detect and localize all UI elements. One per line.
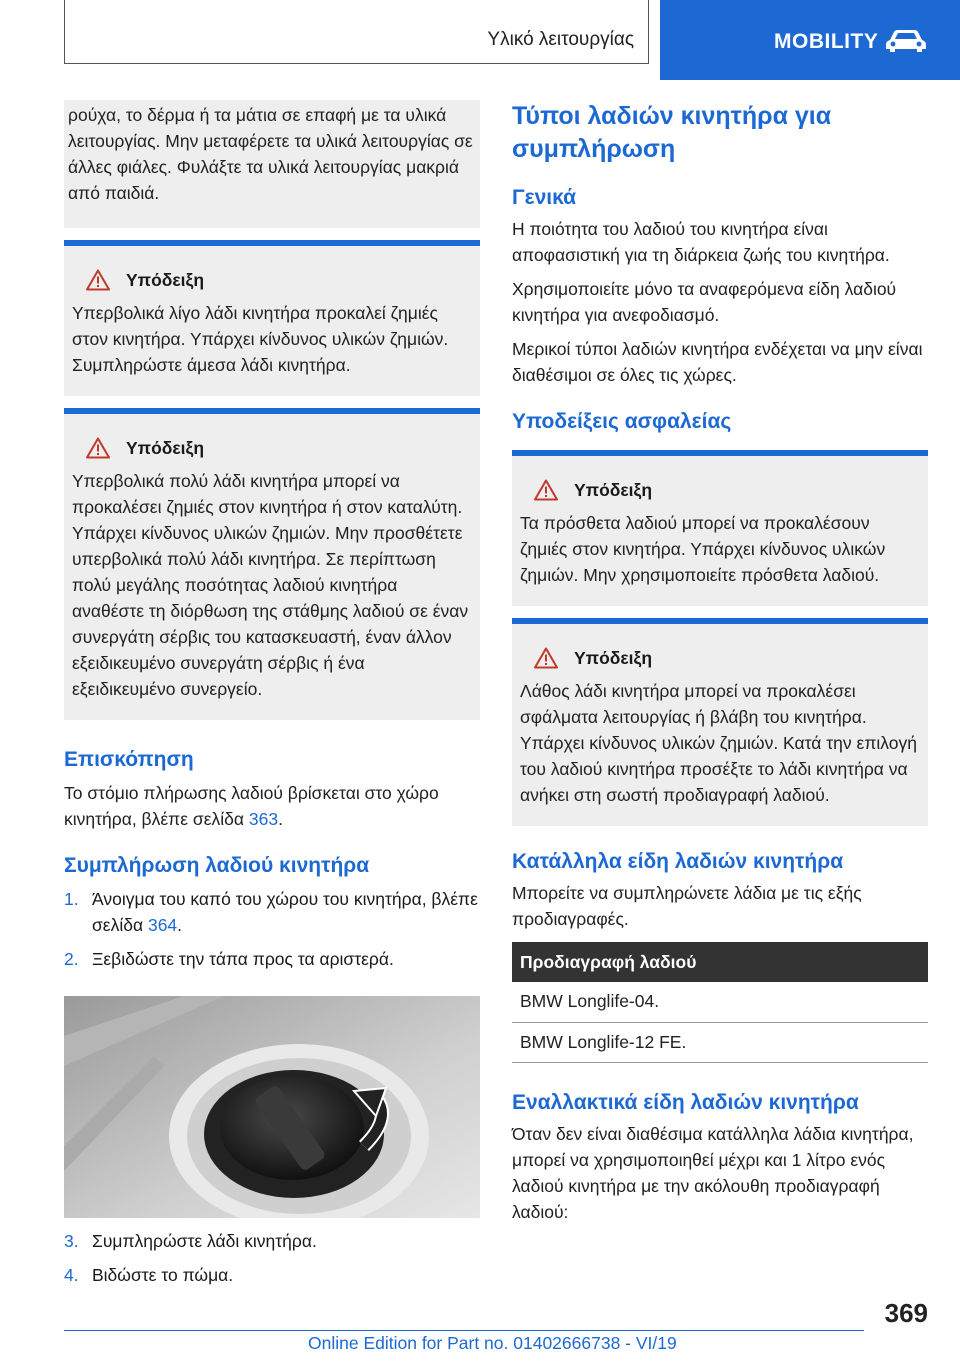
- step-number: 4.: [64, 1265, 79, 1285]
- warning-text: Λάθος λάδι κινητήρα μπορεί να προκαλέσει σφάλματα λειτουργίας ή βλάβη του κινητήρα. Υπάρχει κίνδυνος υλικών ζημιών. Κατά την επιλογή του λαδιού κινητήρα προσέξτε το λάδι κινητήρα να ανήκει στη σωστή προδιαγραφή λαδιού.: [520, 681, 917, 805]
- warning-box-low-oil: [64, 240, 480, 396]
- paragraph: Η ποιότητα του λαδιού του κινητήρα είναι αποφασιστική για τη διάρκεια ζωής του κινητήρα.: [512, 219, 890, 265]
- warning-title: Υπόδειξη: [126, 437, 205, 458]
- general-heading: Γενικά: [512, 186, 577, 209]
- warning-title: Υπόδειξη: [126, 269, 205, 290]
- table-cell: BMW Longlife-12 FE.: [512, 1022, 928, 1062]
- footer-divider: [64, 1330, 864, 1331]
- list-item: 1. Άνοιγμα του καπό του χώρου του κινητήρα, βλέπε σελίδα 364.: [64, 886, 480, 938]
- warning-triangle-icon: [534, 647, 558, 669]
- main-heading: Τύποι λαδιών κινητήρα για συμπλήρωση: [512, 102, 832, 163]
- suitable-oils-heading: Κατάλληλα είδη λαδιών κινητήρα: [512, 850, 844, 873]
- car-icon: [884, 28, 928, 54]
- left-column: [64, 100, 480, 1288]
- list-item: 2. Ξεβιδώστε την τάπα προς τα αριστερά.: [64, 946, 480, 972]
- header-title: Υλικό λειτουργίας: [487, 29, 634, 50]
- overview-text: Το στόμιο πλήρωσης λαδιού βρίσκεται στο χώρο κινητήρα, βλέπε σελίδα 363.: [64, 783, 439, 829]
- warning-title: Υπόδειξη: [574, 479, 653, 500]
- paragraph: Όταν δεν είναι διαθέσιμα κατάλληλα λάδια κινητήρα, μπορεί να χρησιμοποιηθεί μέχρι και 1 λίτρο ενός λαδιού κινητήρα με την ακόλουθη προδιαγραφή λαδιού:: [512, 1123, 914, 1222]
- step-number: 3.: [64, 1231, 79, 1251]
- safety-heading: Υποδείξεις ασφαλείας: [512, 410, 732, 433]
- table-header: Προδιαγραφή λαδιού: [512, 942, 928, 982]
- step-number: 2.: [64, 949, 79, 969]
- warning-box-wrong-oil: [512, 618, 928, 826]
- list-item: 4. Βιδώστε το πώμα.: [64, 1262, 480, 1288]
- warning-text: Υπερβολικά πολύ λάδι κινητήρα μπορεί να προκαλέσει ζημιές στον κινητήρα ή στον καταλύτη. Υπάρχει κίνδυνος υλικών ζημιών. Μην προσθέτετε υπερβολικά πολύ λάδι κινητήρα. Σε περίπτωση πολύ μεγάλης ποσότητας λαδιού κινητήρα αναθέστε τη διόρθωση της στάθμης λαδιού σε έναν συνεργάτη σέρβις του κατασκευαστή, έναν άλλον εξειδικευμένο συνεργάτη σέρβις ή ένα εξειδικευμένο συνεργείο.: [72, 471, 469, 699]
- warning-triangle-icon: [86, 269, 110, 291]
- header-frame: [64, 0, 649, 64]
- table-row: [512, 982, 928, 1022]
- continued-warning-box: [64, 100, 480, 228]
- warning-title: Υπόδειξη: [574, 647, 653, 668]
- header-mobility-tab: [660, 0, 960, 80]
- paragraph: Μερικοί τύποι λαδιών κινητήρα ενδέχεται να μην είναι διαθέσιμοι σε όλες τις χώρες.: [512, 339, 923, 385]
- page-link-364[interactable]: 364: [147, 915, 178, 935]
- continued-warning-text: ρούχα, το δέρμα ή τα μάτια σε επαφή με τα υλικά λειτουργίας. Μην μεταφέρετε τα υλικά λειτουργίας σε άλλες φιάλες. Φυλάξτε τα υλικά λειτουργίας μακριά από παιδιά.: [68, 105, 473, 203]
- step-number: 1.: [64, 889, 79, 909]
- overview-heading: Επισκόπηση: [64, 748, 194, 771]
- warning-box-additives: [512, 450, 928, 606]
- table-row: [512, 1022, 928, 1062]
- paragraph: Μπορείτε να συμπληρώνετε λάδια με τις εξής προδιαγραφές.: [512, 883, 862, 929]
- fill-oil-heading: Συμπλήρωση λαδιού κινητήρα: [64, 854, 370, 877]
- section-label: MOBILITY: [774, 30, 879, 53]
- right-column: [512, 100, 928, 1225]
- page-number: 369: [884, 1298, 928, 1328]
- table-cell: BMW Longlife-04.: [512, 982, 928, 1022]
- paragraph: Χρησιμοποιείτε μόνο τα αναφερόμενα είδη λαδιού κινητήρα για ανεφοδιασμό.: [512, 279, 897, 325]
- oil-spec-table: [512, 942, 928, 1063]
- warning-text: Υπερβολικά λίγο λάδι κινητήρα προκαλεί ζημιές στον κινητήρα. Υπάρχει κίνδυνος υλικών ζημιών. Συμπληρώστε άμεσα λάδι κινητήρα.: [72, 303, 449, 375]
- list-item: 3. Συμπληρώστε λάδι κινητήρα.: [64, 1228, 480, 1254]
- warning-text: Τα πρόσθετα λαδιού μπορεί να προκαλέσουν ζημιές στον κινητήρα. Υπάρχει κίνδυνος υλικών ζημιών. Μην χρησιμοποιείτε πρόσθετα λαδιού.: [520, 513, 886, 585]
- warning-triangle-icon: [86, 437, 110, 459]
- page-link-363[interactable]: 363: [248, 809, 279, 829]
- warning-box-excess-oil: [64, 408, 480, 720]
- alternative-oils-heading: Εναλλακτικά είδη λαδιών κινητήρα: [512, 1090, 859, 1114]
- oil-filler-cap-photo: [64, 996, 480, 1218]
- warning-triangle-icon: [534, 479, 558, 501]
- footer-edition: Online Edition for Part no. 01402666738 - VI/19: [308, 1333, 677, 1353]
